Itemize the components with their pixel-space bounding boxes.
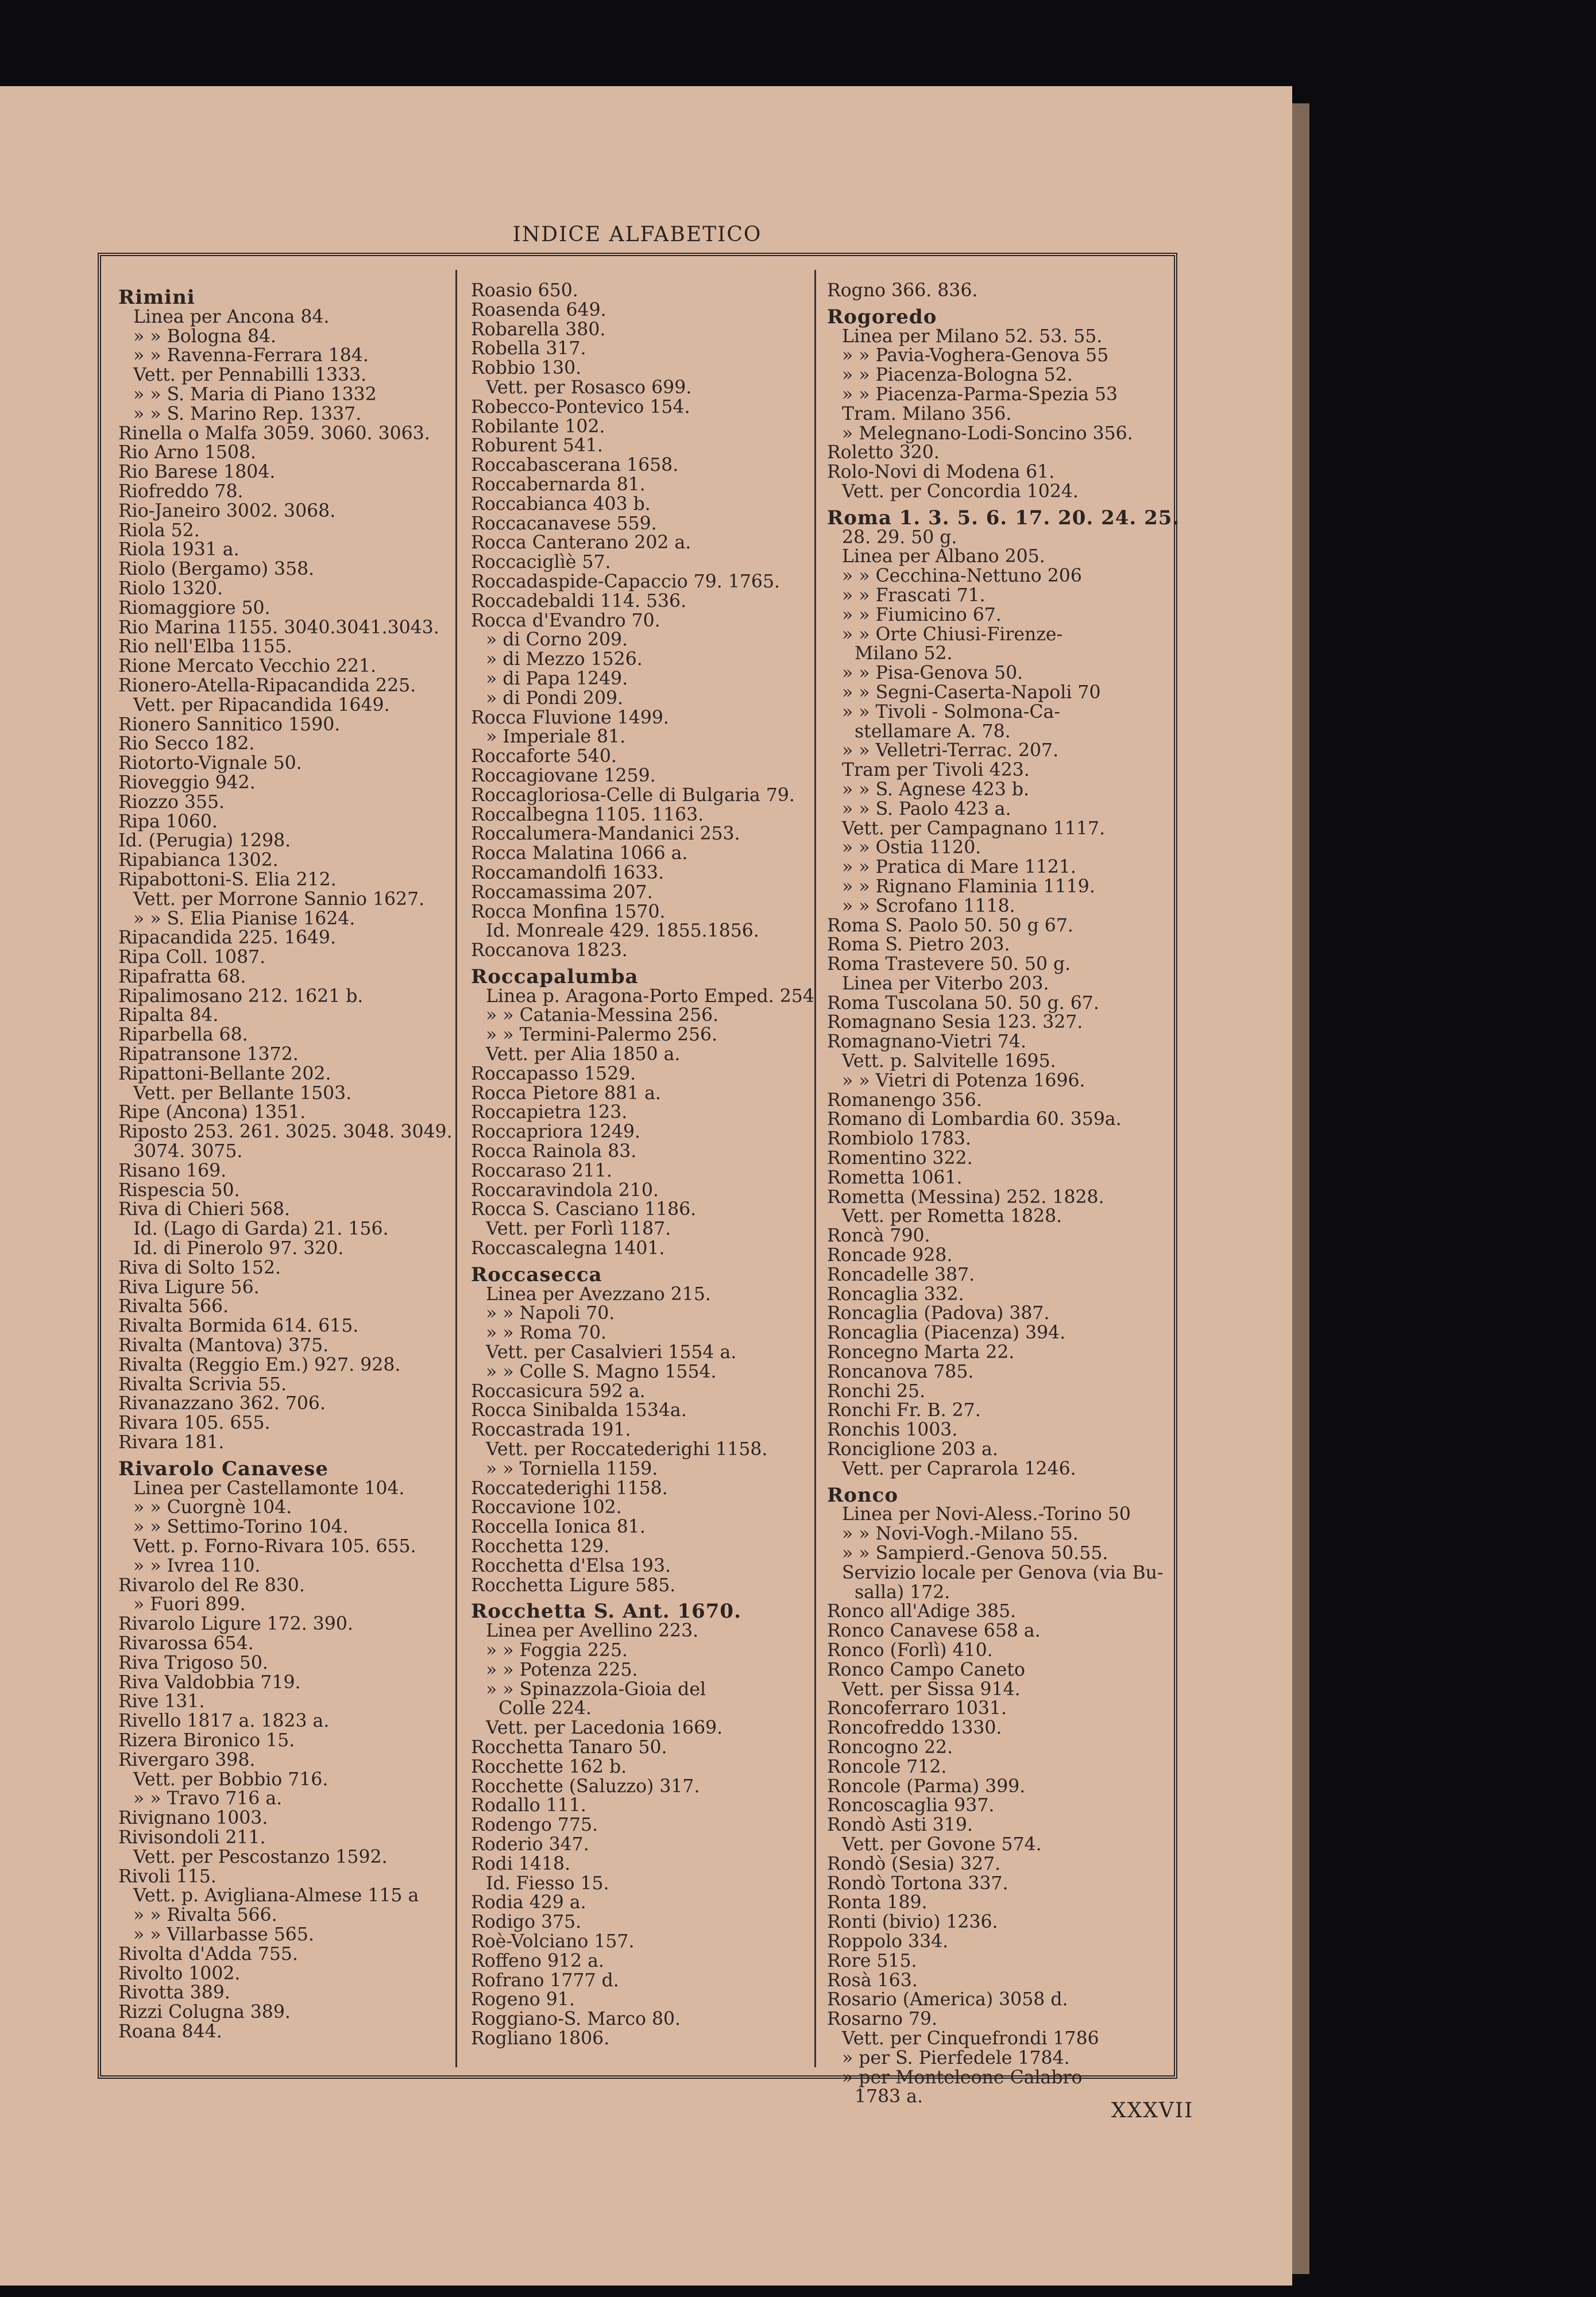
index-entry: Linea per Castellamonte 104. bbox=[133, 1478, 405, 1499]
index-entry: Colle 224. bbox=[498, 1698, 592, 1719]
index-entry: Roccatederighi 1158. bbox=[471, 1478, 668, 1499]
index-entry: Linea per Avezzano 215. bbox=[486, 1283, 711, 1305]
index-entry: Rondò Tortona 337. bbox=[827, 1873, 1008, 1894]
index-entry: Roccalumera-Mandanici 253. bbox=[471, 823, 740, 845]
index-entry: Vett. per Rosasco 699. bbox=[486, 377, 692, 398]
index-entry: » di Corno 209. bbox=[486, 629, 628, 651]
index-entry: Roncole 712. bbox=[827, 1756, 947, 1777]
index-entry: Vett. per Govone 574. bbox=[842, 1834, 1042, 1855]
index-entry: Rivarossa 654. bbox=[118, 1633, 254, 1654]
index-entry: Robecco-Pontevico 154. bbox=[471, 396, 690, 417]
index-entry: Ripattoni-Bellante 202. bbox=[118, 1063, 331, 1084]
index-entry: Vett. per Caprarola 1246. bbox=[842, 1458, 1076, 1479]
index-entry: Rivello 1817 a. 1823 a. bbox=[118, 1711, 330, 1732]
index-entry: Roccagloriosa-Celle di Bulgaria 79. bbox=[471, 784, 795, 806]
index-entry: Vett. per Pescostanzo 1592. bbox=[133, 1846, 388, 1867]
index-entry: Rogno 366. 836. bbox=[827, 280, 978, 301]
index-entry: 3074. 3075. bbox=[133, 1141, 243, 1162]
index-entry: Linea per Milano 52. 53. 55. bbox=[842, 326, 1103, 347]
index-entry: Roma S. Paolo 50. 50 g 67. bbox=[827, 915, 1073, 936]
index-entry: Vett. per Rometta 1828. bbox=[842, 1206, 1062, 1227]
index-entry: Rispescia 50. bbox=[118, 1180, 240, 1201]
index-entry: » » Travo 716 a. bbox=[133, 1788, 283, 1809]
index-entry: Rivergaro 398. bbox=[118, 1749, 256, 1770]
index-entry: Tram. Milano 356. bbox=[842, 403, 1012, 424]
index-entry: Roccadebaldi 114. 536. bbox=[471, 590, 687, 612]
index-entry: Roccabianca 403 b. bbox=[471, 493, 651, 515]
index-entry: stellamare A. 78. bbox=[855, 721, 1011, 742]
index-entry: Rombiolo 1783. bbox=[827, 1128, 971, 1150]
index-entry: Rio Secco 182. bbox=[118, 733, 255, 755]
index-entry: Roccacanavese 559. bbox=[471, 513, 657, 534]
index-entry: Roma Tuscolana 50. 50 g. 67. bbox=[827, 992, 1099, 1014]
index-entry: Riva Valdobbia 719. bbox=[118, 1672, 301, 1693]
index-entry: » » Fiumicino 67. bbox=[842, 604, 1002, 625]
index-entry: Ronchis 1003. bbox=[827, 1420, 958, 1441]
index-entry: » » Rivalta 566. bbox=[133, 1905, 277, 1926]
index-entry: Riva di Chieri 568. bbox=[118, 1199, 291, 1220]
index-entry: Rivara 105. 655. bbox=[118, 1413, 270, 1434]
index-entry: » di Mezzo 1526. bbox=[486, 649, 643, 670]
index-entry: Roccaforte 540. bbox=[471, 746, 617, 767]
index-entry: Roccamassima 207. bbox=[471, 881, 653, 903]
index-entry: » Melegnano-Lodi-Soncino 356. bbox=[842, 423, 1133, 444]
index-entry: Ronco all'Adige 385. bbox=[827, 1601, 1017, 1622]
index-entry: Vett. per Sissa 914. bbox=[842, 1679, 1021, 1700]
index-entry: Roccavione 102. bbox=[471, 1497, 622, 1518]
index-heading: Roma 1. 3. 5. 6. 17. 20. 24. 25. bbox=[827, 506, 1180, 529]
index-entry: Roccasicura 592 a. bbox=[471, 1380, 646, 1402]
index-entry: Roccabernarda 81. bbox=[471, 474, 646, 495]
index-entry: Vett. p. Forno-Rivara 105. 655. bbox=[133, 1536, 416, 1557]
index-entry: Rivisondoli 211. bbox=[118, 1827, 266, 1848]
index-entry: » » Rignano Flaminia 1119. bbox=[842, 876, 1095, 897]
index-entry: Rivalta (Reggio Em.) 927. 928. bbox=[118, 1354, 401, 1375]
index-entry: » » Spinazzola-Gioia del bbox=[486, 1679, 706, 1700]
index-entry: » » Cecchina-Nettuno 206 bbox=[842, 566, 1082, 587]
index-entry: Vett. per Concordia 1024. bbox=[842, 481, 1079, 502]
index-entry: Roncadelle 387. bbox=[827, 1264, 975, 1285]
index-entry: » » Frascati 71. bbox=[842, 585, 986, 606]
index-entry: Rocca Malatina 1066 a. bbox=[471, 843, 688, 864]
index-entry: Vett. per Pennabilli 1333. bbox=[133, 365, 367, 386]
index-entry: » » S. Agnese 423 b. bbox=[842, 779, 1030, 800]
index-entry: Ripalta 84. bbox=[118, 1005, 219, 1026]
index-entry: Roccanova 1823. bbox=[471, 940, 628, 961]
index-entry: Id. (Perugia) 1298. bbox=[118, 830, 291, 852]
index-entry: » » Settimo-Torino 104. bbox=[133, 1517, 349, 1538]
index-entry: Roma Trastevere 50. 50 g. bbox=[827, 954, 1071, 975]
index-entry: Roccamandolfi 1633. bbox=[471, 862, 664, 883]
index-entry: Rosario (America) 3058 d. bbox=[827, 1989, 1068, 2010]
index-entry: » » Roma 70. bbox=[486, 1322, 607, 1344]
index-entry: » » Sampierd.-Genova 50.55. bbox=[842, 1543, 1108, 1564]
index-entry: Vett. per Campagnano 1117. bbox=[842, 818, 1106, 839]
index-entry: Rocchetta d'Elsa 193. bbox=[471, 1555, 671, 1576]
index-entry: Vett. per Alia 1850 a. bbox=[486, 1044, 681, 1065]
index-entry: Risano 169. bbox=[118, 1160, 227, 1181]
index-entry: Riotorto-Vignale 50. bbox=[118, 753, 302, 774]
index-entry: Ripalimosano 212. 1621 b. bbox=[118, 985, 364, 1007]
index-entry: Ripabianca 1302. bbox=[118, 850, 279, 871]
index-entry: Roccalbegna 1105. 1163. bbox=[471, 804, 704, 825]
index-column-1 bbox=[118, 281, 451, 2062]
index-entry: Ronco Canavese 658 a. bbox=[827, 1621, 1041, 1642]
index-column-2 bbox=[471, 280, 814, 2062]
index-entry: Ripacandida 225. 1649. bbox=[118, 927, 336, 949]
running-head: INDICE ALFABETICO bbox=[512, 223, 762, 246]
index-entry: Rive 131. bbox=[118, 1691, 205, 1712]
index-entry: » » Pratica di Mare 1121. bbox=[842, 857, 1076, 878]
index-entry: Roncade 928. bbox=[827, 1245, 953, 1266]
index-entry: » » Ivrea 110. bbox=[133, 1555, 261, 1576]
index-entry: Rione Mercato Vecchio 221. bbox=[118, 656, 376, 677]
index-entry: Riola 52. bbox=[118, 520, 200, 541]
index-entry: Rivalta (Mantova) 375. bbox=[118, 1335, 329, 1356]
index-entry: Riposto 253. 261. 3025. 3048. 3049. bbox=[118, 1122, 453, 1143]
index-entry: Rogeno 91. bbox=[471, 1989, 575, 2010]
index-entry: Roncaglia 332. bbox=[827, 1283, 964, 1305]
column-rule bbox=[455, 270, 457, 2067]
index-entry: Rinella o Malfa 3059. 3060. 3063. bbox=[118, 423, 430, 444]
index-entry: » per Monteleone Calabro bbox=[842, 2067, 1083, 2088]
index-entry: Rondò (Sesia) 327. bbox=[827, 1853, 1001, 1874]
index-entry: Rocca Sinibalda 1534a. bbox=[471, 1400, 687, 1421]
index-entry: » » Vietri di Potenza 1696. bbox=[842, 1070, 1085, 1091]
index-entry: Riva Ligure 56. bbox=[118, 1277, 260, 1298]
index-entry: » » Piacenza-Bologna 52. bbox=[842, 365, 1073, 386]
index-entry: Rio nell'Elba 1155. bbox=[118, 636, 292, 658]
index-entry: Rofrano 1777 d. bbox=[471, 1970, 619, 1991]
index-entry: Roccabascerana 1658. bbox=[471, 455, 679, 476]
index-entry: Ripa Coll. 1087. bbox=[118, 947, 266, 968]
index-entry: Rosarno 79. bbox=[827, 2009, 938, 2030]
index-entry: Servizio locale per Genova (via Bu- bbox=[842, 1562, 1164, 1583]
index-entry: Rivignano 1003. bbox=[118, 1808, 268, 1829]
index-entry: Riozzo 355. bbox=[118, 791, 225, 813]
index-entry: Romano di Lombardia 60. 359a. bbox=[827, 1109, 1122, 1130]
index-entry: Rometta (Messina) 252. 1828. bbox=[827, 1186, 1104, 1208]
index-entry: Roccastrada 191. bbox=[471, 1420, 631, 1441]
index-entry: Rosà 163. bbox=[827, 1970, 918, 1991]
index-entry: Riva di Solto 152. bbox=[118, 1257, 281, 1278]
index-entry: Roncoscaglia 937. bbox=[827, 1795, 995, 1816]
index-entry: Robbio 130. bbox=[471, 358, 582, 379]
index-entry: Ripa 1060. bbox=[118, 811, 218, 832]
index-entry: Roasenda 649. bbox=[471, 299, 606, 320]
index-heading: Rimini bbox=[118, 286, 195, 309]
index-column-3 bbox=[827, 280, 1180, 2107]
index-entry: » di Papa 1249. bbox=[486, 668, 628, 689]
index-entry: Rocca Fluvione 1499. bbox=[471, 707, 669, 728]
index-entry: Vett. p. Avigliana-Almese 115 a bbox=[133, 1885, 419, 1907]
index-entry: » » S. Maria di Piano 1332 bbox=[133, 384, 377, 405]
index-entry: Roccaravindola 210. bbox=[471, 1180, 659, 1201]
index-entry: Rocca d'Evandro 70. bbox=[471, 610, 660, 631]
index-entry: Roccagiovane 1259. bbox=[471, 765, 656, 786]
index-entry: Riolo 1320. bbox=[118, 578, 223, 599]
index-entry: Rocca Pietore 881 a. bbox=[471, 1082, 661, 1104]
index-entry: » » Termini-Palermo 256. bbox=[486, 1024, 718, 1046]
index-heading: Rivarolo Canavese bbox=[118, 1457, 329, 1480]
index-entry: Rivotta 389. bbox=[118, 1982, 230, 2004]
index-entry: » di Pondi 209. bbox=[486, 687, 624, 709]
index-entry: Ripabottoni-S. Elia 212. bbox=[118, 869, 337, 890]
index-entry: Roana 844. bbox=[118, 2021, 222, 2042]
index-entry: Rocchetta 129. bbox=[471, 1536, 610, 1557]
page-number: XXXVII bbox=[1111, 2099, 1194, 2122]
index-entry: Rocchetta Ligure 585. bbox=[471, 1575, 676, 1596]
column-rule bbox=[814, 270, 816, 2067]
index-entry: Rometta 1061. bbox=[827, 1167, 963, 1188]
index-entry: salla) 172. bbox=[855, 1581, 950, 1603]
index-entry: Romanengo 356. bbox=[827, 1089, 982, 1111]
index-entry: Ronta 189. bbox=[827, 1892, 928, 1913]
index-entry: Linea per Viterbo 203. bbox=[842, 973, 1049, 994]
index-entry: Rolo-Novi di Modena 61. bbox=[827, 462, 1055, 483]
index-entry: Rio Marina 1155. 3040.3041.3043. bbox=[118, 617, 439, 638]
index-entry: Vett. per Roccatederighi 1158. bbox=[486, 1439, 768, 1460]
index-entry: Roburent 541. bbox=[471, 435, 603, 457]
index-entry: Romentino 322. bbox=[827, 1148, 973, 1169]
index-entry: Vett. p. Salvitelle 1695. bbox=[842, 1051, 1056, 1072]
index-entry: Robarella 380. bbox=[471, 319, 606, 340]
index-entry: Roccapietra 123. bbox=[471, 1102, 628, 1123]
index-entry: Rivalta Scrivia 55. bbox=[118, 1374, 287, 1395]
index-entry: Ripafratta 68. bbox=[118, 966, 246, 987]
index-entry: Rondò Asti 319. bbox=[827, 1815, 973, 1836]
index-entry: Rio Barese 1804. bbox=[118, 462, 276, 483]
index-entry: Linea per Novi-Aless.-Torino 50 bbox=[842, 1504, 1131, 1525]
index-entry: Roffeno 912 a. bbox=[471, 1950, 604, 1971]
index-entry: Romagnano Sesia 123. 327. bbox=[827, 1012, 1083, 1033]
index-entry: » » Cuorgnè 104. bbox=[133, 1497, 292, 1518]
index-entry: Rivolta d'Adda 755. bbox=[118, 1943, 298, 1965]
index-entry: Rio-Janeiro 3002. 3068. bbox=[118, 500, 336, 521]
index-entry: Id. (Lago di Garda) 21. 156. bbox=[133, 1219, 389, 1240]
index-entry: Rocchette 162 b. bbox=[471, 1756, 627, 1777]
index-entry: Linea per Avellino 223. bbox=[486, 1621, 699, 1642]
index-entry: Rivolto 1002. bbox=[118, 1963, 241, 1984]
index-entry: Ronco (Forlì) 410. bbox=[827, 1639, 993, 1661]
index-entry: » » Velletri-Terrac. 207. bbox=[842, 740, 1059, 761]
index-entry: » » Torniella 1159. bbox=[486, 1458, 658, 1479]
index-entry: Linea per Albano 205. bbox=[842, 546, 1045, 567]
index-entry: 1783 a. bbox=[855, 2086, 923, 2107]
index-entry: Roletto 320. bbox=[827, 442, 940, 463]
index-entry: Roccascalegna 1401. bbox=[471, 1238, 665, 1259]
index-entry: » » Catania-Messina 256. bbox=[486, 1005, 719, 1026]
index-entry: Riola 1931 a. bbox=[118, 539, 239, 560]
index-entry: Id. Fiesso 15. bbox=[486, 1873, 609, 1894]
index-heading: Rogoredo bbox=[827, 305, 937, 328]
index-entry: Roggiano-S. Marco 80. bbox=[471, 2009, 681, 2030]
index-entry: Vett. per Cinquefrondi 1786 bbox=[842, 2028, 1099, 2049]
index-entry: » » Potenza 225. bbox=[486, 1659, 638, 1680]
index-entry: Rionero-Atella-Ripacandida 225. bbox=[118, 675, 416, 696]
index-entry: Roè-Volciano 157. bbox=[471, 1931, 635, 1952]
index-entry: Robella 317. bbox=[471, 338, 586, 359]
index-entry: » » Tivoli - Solmona-Ca- bbox=[842, 701, 1060, 722]
index-entry: Rodengo 775. bbox=[471, 1815, 598, 1836]
index-entry: Rodi 1418. bbox=[471, 1853, 571, 1874]
index-entry: Rocca Canterano 202 a. bbox=[471, 532, 691, 554]
index-entry: Roncogno 22. bbox=[827, 1737, 953, 1758]
index-entry: Roccaraso 211. bbox=[471, 1160, 612, 1181]
index-entry: Rocca Rainola 83. bbox=[471, 1141, 637, 1162]
index-entry: » » S. Elia Pianise 1624. bbox=[133, 908, 355, 929]
index-entry: Riparbella 68. bbox=[118, 1024, 248, 1046]
index-entry: Vett. per Forlì 1187. bbox=[486, 1219, 671, 1240]
index-entry: Roccapriora 1249. bbox=[471, 1122, 641, 1143]
index-heading: Ronco bbox=[827, 1483, 899, 1507]
index-entry: Id. di Pinerolo 97. 320. bbox=[133, 1238, 344, 1259]
index-entry: Roncoferraro 1031. bbox=[827, 1698, 1007, 1719]
index-entry: Rogliano 1806. bbox=[471, 2028, 610, 2049]
index-entry: Roncanova 785. bbox=[827, 1361, 974, 1382]
index-entry: Vett. per Casalvieri 1554 a. bbox=[486, 1342, 737, 1363]
index-entry: » » Bologna 84. bbox=[133, 326, 277, 347]
index-entry: Id. Monreale 429. 1855.1856. bbox=[486, 921, 759, 942]
index-entry: » » Napoli 70. bbox=[486, 1303, 615, 1324]
index-entry: Roccaciglìè 57. bbox=[471, 552, 611, 573]
index-entry: Roccadaspide-Capaccio 79. 1765. bbox=[471, 571, 780, 592]
index-heading: Roccasecca bbox=[471, 1263, 602, 1286]
index-entry: Rocchetta Tanaro 50. bbox=[471, 1737, 667, 1758]
index-entry: Rioveggio 942. bbox=[118, 772, 256, 793]
index-entry: Rore 515. bbox=[827, 1950, 917, 1971]
index-entry: Riva Trigoso 50. bbox=[118, 1652, 268, 1673]
index-entry: 28. 29. 50 g. bbox=[842, 527, 957, 548]
index-heading: Rocchetta S. Ant. 1670. bbox=[471, 1600, 741, 1623]
index-entry: Roasio 650. bbox=[471, 280, 578, 301]
index-entry: Linea p. Aragona-Porto Emped. 254 bbox=[486, 985, 814, 1007]
index-entry: Rionero Sannitico 1590. bbox=[118, 714, 341, 735]
index-heading: Roccapalumba bbox=[471, 965, 639, 988]
index-entry: Ripatransone 1372. bbox=[118, 1044, 299, 1065]
index-entry: » » Ravenna-Ferrara 184. bbox=[133, 345, 369, 366]
index-entry: Rocca Monfina 1570. bbox=[471, 901, 666, 922]
index-entry: Rivara 181. bbox=[118, 1432, 225, 1453]
index-entry: Milano 52. bbox=[855, 643, 953, 664]
index-entry: Roccapasso 1529. bbox=[471, 1063, 636, 1084]
index-entry: Ronciglione 203 a. bbox=[827, 1439, 998, 1460]
index-entry: Ripe (Ancona) 1351. bbox=[118, 1102, 306, 1123]
index-entry: » » Scrofano 1118. bbox=[842, 895, 1015, 917]
index-entry: Tram per Tivoli 423. bbox=[842, 760, 1030, 781]
index-entry: Roma S. Pietro 203. bbox=[827, 934, 1010, 956]
index-entry: Vett. per Lacedonia 1669. bbox=[486, 1718, 723, 1739]
index-entry: Roccella Ionica 81. bbox=[471, 1517, 646, 1538]
index-entry: Rivoli 115. bbox=[118, 1866, 217, 1887]
index-entry: » » Piacenza-Parma-Spezia 53 bbox=[842, 384, 1118, 405]
index-entry: » » S. Marino Rep. 1337. bbox=[133, 403, 362, 424]
index-entry: » » Pavia-Voghera-Genova 55 bbox=[842, 345, 1109, 366]
index-entry: » » Segni-Caserta-Napoli 70 bbox=[842, 682, 1101, 703]
index-entry: Roppolo 334. bbox=[827, 1931, 949, 1952]
index-entry: Romagnano-Vietri 74. bbox=[827, 1031, 1026, 1053]
index-entry: » » Villarbasse 565. bbox=[133, 1924, 314, 1945]
index-entry: Roncà 790. bbox=[827, 1225, 930, 1247]
index-entry: Vett. per Bellante 1503. bbox=[133, 1082, 352, 1104]
index-entry: Vett. per Ripacandida 1649. bbox=[133, 694, 390, 716]
index-entry: » » Pisa-Genova 50. bbox=[842, 663, 1023, 684]
index-entry: » Imperiale 81. bbox=[486, 726, 626, 748]
index-entry: Rivarolo Ligure 172. 390. bbox=[118, 1614, 353, 1635]
index-entry: Rodigo 375. bbox=[471, 1912, 582, 1933]
index-entry: Riofreddo 78. bbox=[118, 481, 244, 502]
index-entry: Rodallo 111. bbox=[471, 1795, 586, 1816]
index-entry: Rivalta 566. bbox=[118, 1296, 229, 1317]
index-entry: » » S. Paolo 423 a. bbox=[842, 798, 1011, 819]
index-entry: Roncaglia (Piacenza) 394. bbox=[827, 1322, 1066, 1344]
index-entry: Roncole (Parma) 399. bbox=[827, 1776, 1026, 1797]
index-entry: Vett. per Bobbio 716. bbox=[133, 1769, 329, 1790]
index-entry: » Fuori 899. bbox=[133, 1594, 246, 1615]
index-entry: Riolo (Bergamo) 358. bbox=[118, 559, 315, 580]
index-entry: Rivanazzano 362. 706. bbox=[118, 1393, 326, 1414]
index-entry: » » Novi-Vogh.-Milano 55. bbox=[842, 1523, 1079, 1545]
index-entry: Rocchette (Saluzzo) 317. bbox=[471, 1776, 700, 1797]
index-entry: Rodia 429 a. bbox=[471, 1892, 586, 1913]
index-entry: Rivarolo del Re 830. bbox=[118, 1575, 305, 1596]
index-entry: Robilante 102. bbox=[471, 416, 605, 437]
index-entry: Roderio 347. bbox=[471, 1834, 589, 1855]
index-entry: Rocca S. Casciano 1186. bbox=[471, 1199, 697, 1220]
index-entry: » » Foggia 225. bbox=[486, 1639, 628, 1661]
index-entry: Linea per Ancona 84. bbox=[133, 306, 330, 327]
index-entry: Ronco Campo Caneto bbox=[827, 1659, 1025, 1680]
index-entry: Roncaglia (Padova) 387. bbox=[827, 1303, 1050, 1324]
index-entry: Vett. per Morrone Sannio 1627. bbox=[133, 888, 425, 910]
index-entry: Roncofreddo 1330. bbox=[827, 1718, 1002, 1739]
index-entry: Ronti (bivio) 1236. bbox=[827, 1912, 998, 1933]
index-entry: Riomaggiore 50. bbox=[118, 597, 270, 618]
index-entry: Ronchi 25. bbox=[827, 1380, 926, 1402]
index-entry: » » Colle S. Magno 1554. bbox=[486, 1361, 717, 1382]
page-edge bbox=[1292, 103, 1309, 2274]
index-entry: Rizzi Colugna 389. bbox=[118, 2002, 291, 2023]
index-entry: Roncegno Marta 22. bbox=[827, 1342, 1015, 1363]
index-entry: » per S. Pierfedele 1784. bbox=[842, 2047, 1070, 2068]
index-entry: Rio Arno 1508. bbox=[118, 442, 257, 463]
index-entry: Rivalta Bormida 614. 615. bbox=[118, 1316, 359, 1337]
index-entry: » » Orte Chiusi-Firenze- bbox=[842, 624, 1063, 645]
index-entry: Rizera Bironico 15. bbox=[118, 1730, 295, 1751]
index-entry: Ronchi Fr. B. 27. bbox=[827, 1400, 981, 1421]
index-entry: » » Ostia 1120. bbox=[842, 837, 981, 859]
